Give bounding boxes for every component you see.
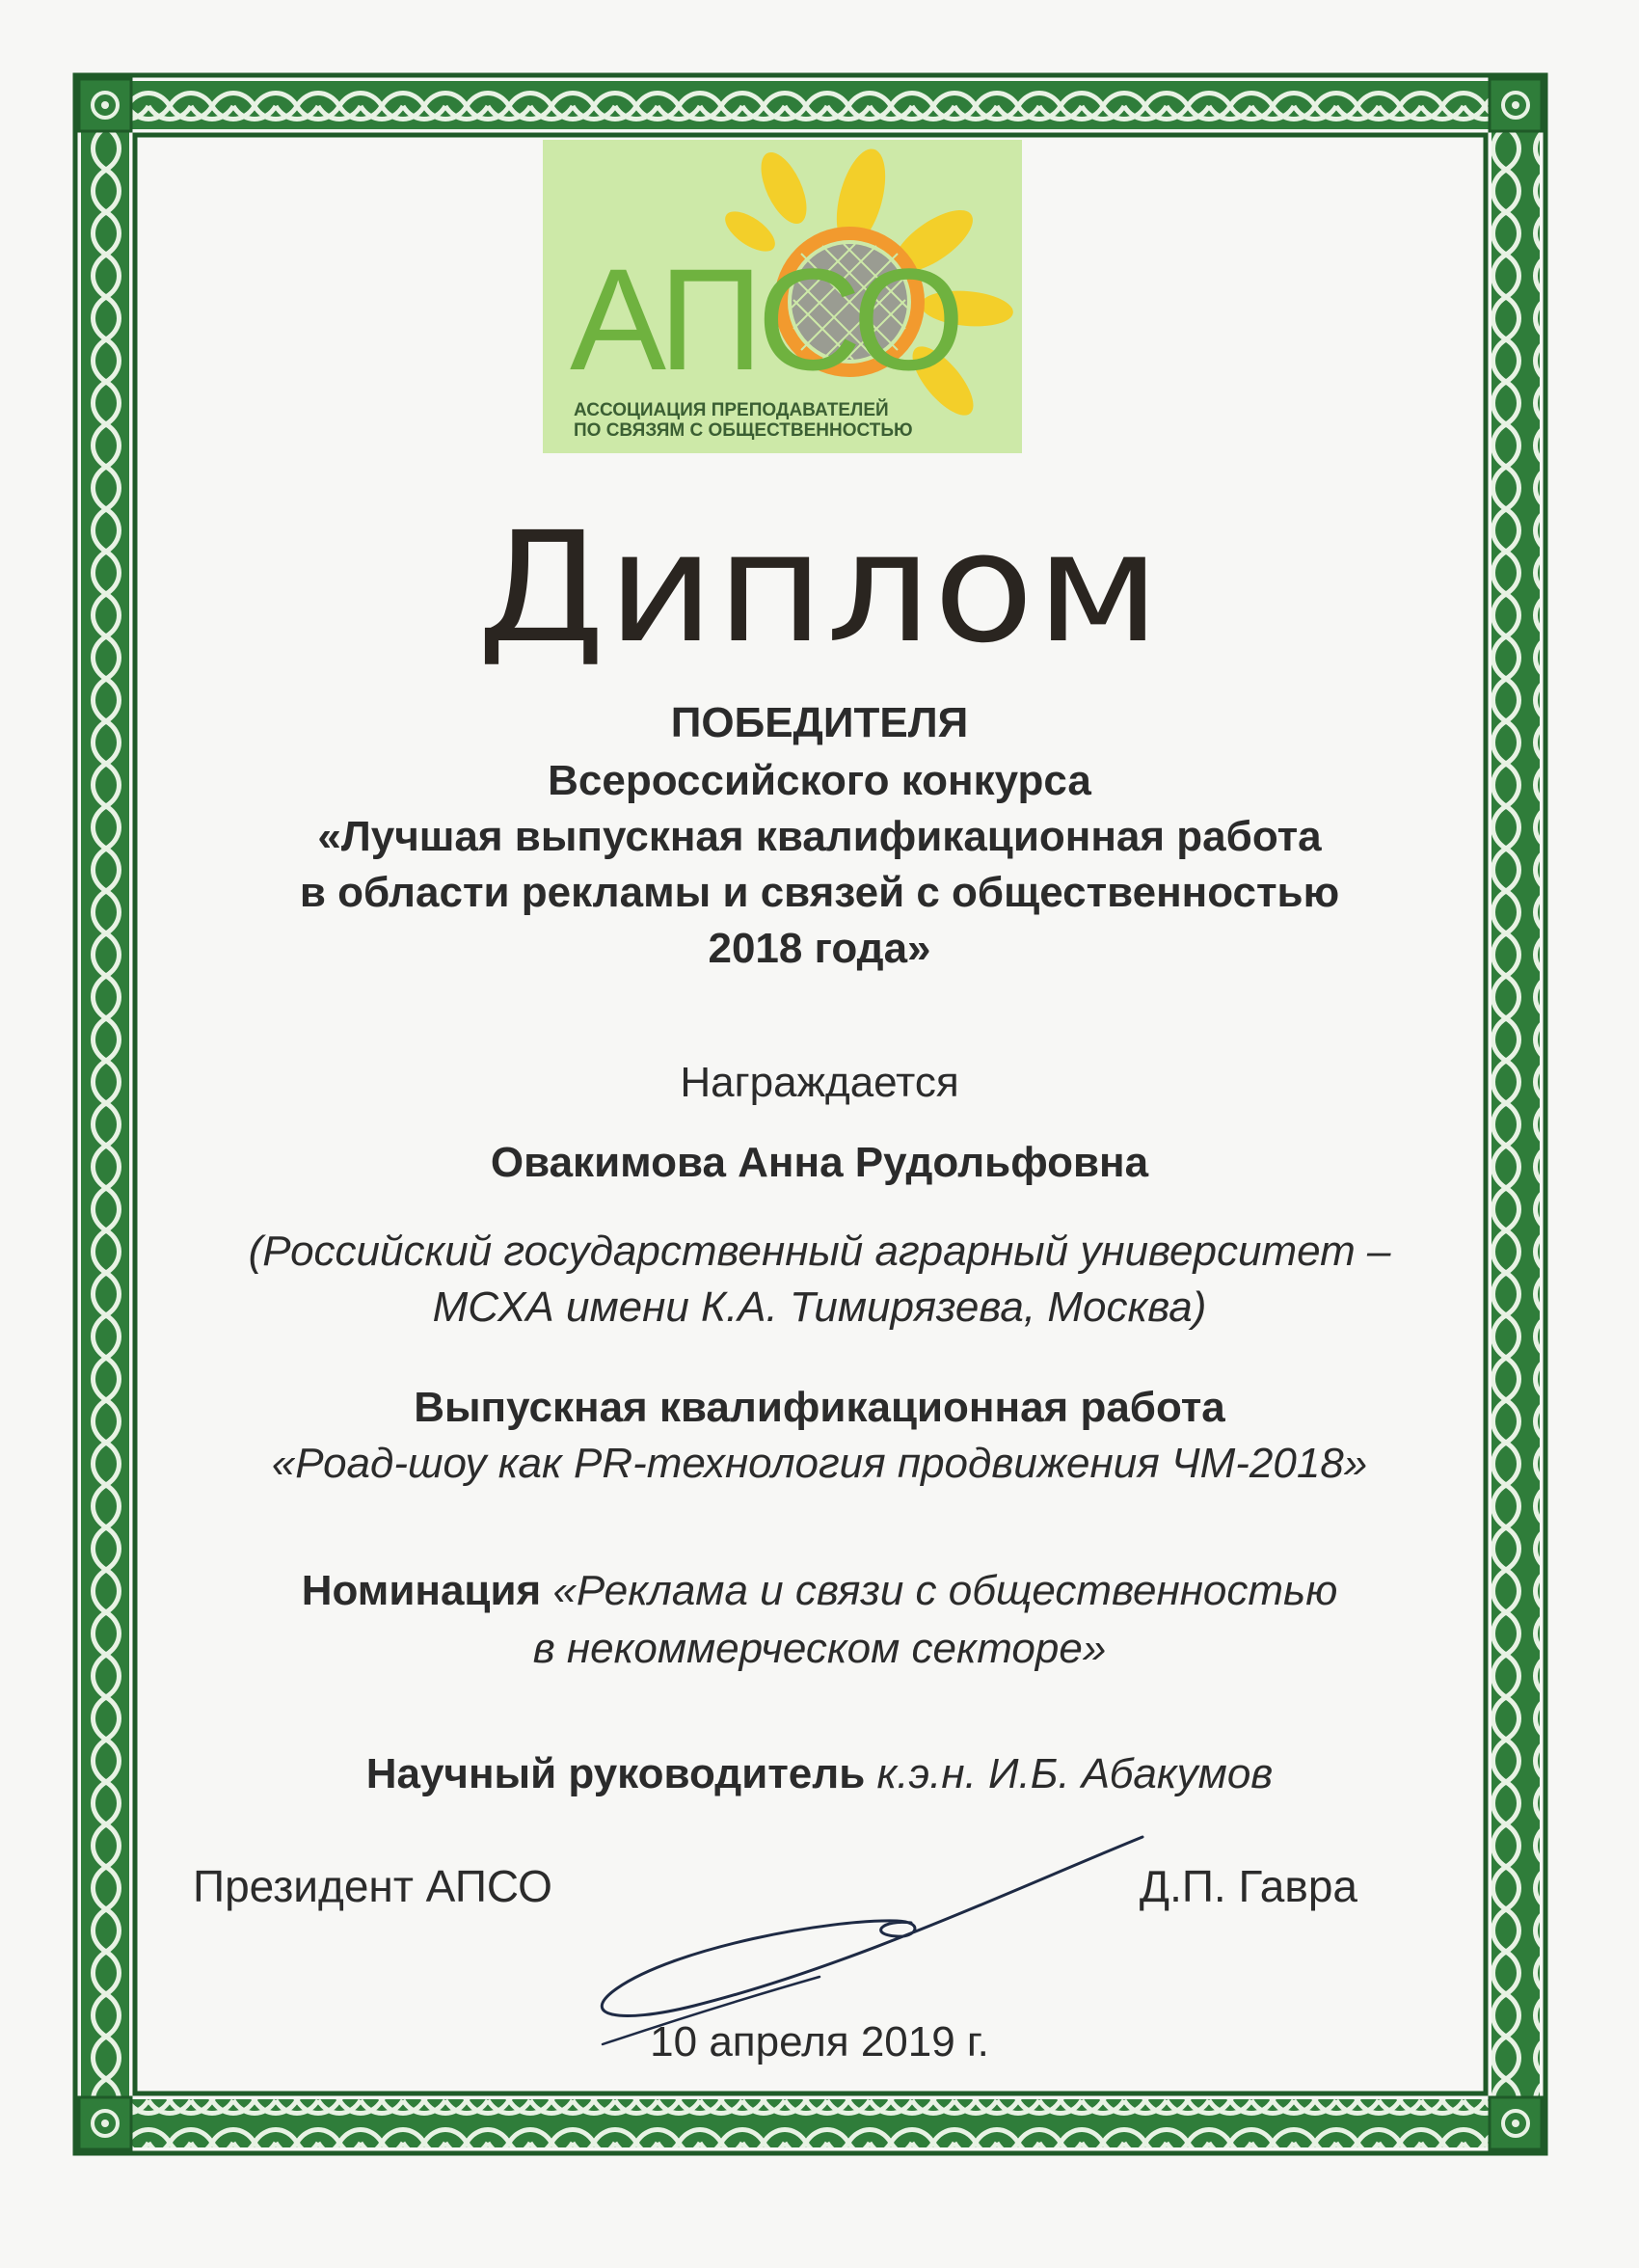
subtitle-winner: ПОБЕДИТЕЛЯ xyxy=(670,699,969,746)
nomination-value-2: в некоммерческом секторе» xyxy=(532,1625,1107,1672)
awarded-label: Награждается xyxy=(680,1059,959,1106)
supervisor-value: к.э.н. И.Б. Абакумов xyxy=(876,1750,1274,1797)
logo-org-line1: АССОЦИАЦИЯ ПРЕПОДАВАТЕЛЕЙ xyxy=(574,400,889,420)
issue-date: 10 апреля 2019 г. xyxy=(650,2018,989,2066)
thesis-title: «Роад-шоу как PR-технология продвижения ЧМ-2018» xyxy=(271,1440,1368,1487)
contest-line-3: в области рекламы и связей с общественностью xyxy=(299,869,1340,916)
thesis-label: Выпускная квалификационная работа xyxy=(414,1384,1225,1431)
contest-line-2: «Лучшая выпускная квалификационная работа xyxy=(317,813,1322,860)
organization-line-2: МСХА имени К.А. Тимирязева, Москва) xyxy=(432,1283,1207,1331)
president-label: Президент АПСО xyxy=(193,1861,552,1911)
nomination-label: Номинация xyxy=(301,1567,542,1614)
nomination-value-1: «Реклама и связи с общественностью xyxy=(552,1567,1338,1614)
organization-line-1: (Российский государственный аграрный университет – xyxy=(248,1228,1391,1275)
logo-mark: АПСО xyxy=(570,238,959,400)
contest-line-4: 2018 года» xyxy=(708,925,931,972)
logo-org-line2: ПО СВЯЗЯМ С ОБЩЕСТВЕННОСТЬЮ xyxy=(574,420,913,441)
supervisor-label: Научный руководитель xyxy=(365,1750,866,1797)
recipient-name: Овакимова Анна Рудольфовна xyxy=(490,1139,1149,1186)
president-name: Д.П. Гавра xyxy=(1139,1861,1357,1911)
contest-line-1: Всероссийского конкурса xyxy=(548,757,1091,804)
diploma-title: Диплом xyxy=(476,500,1163,677)
